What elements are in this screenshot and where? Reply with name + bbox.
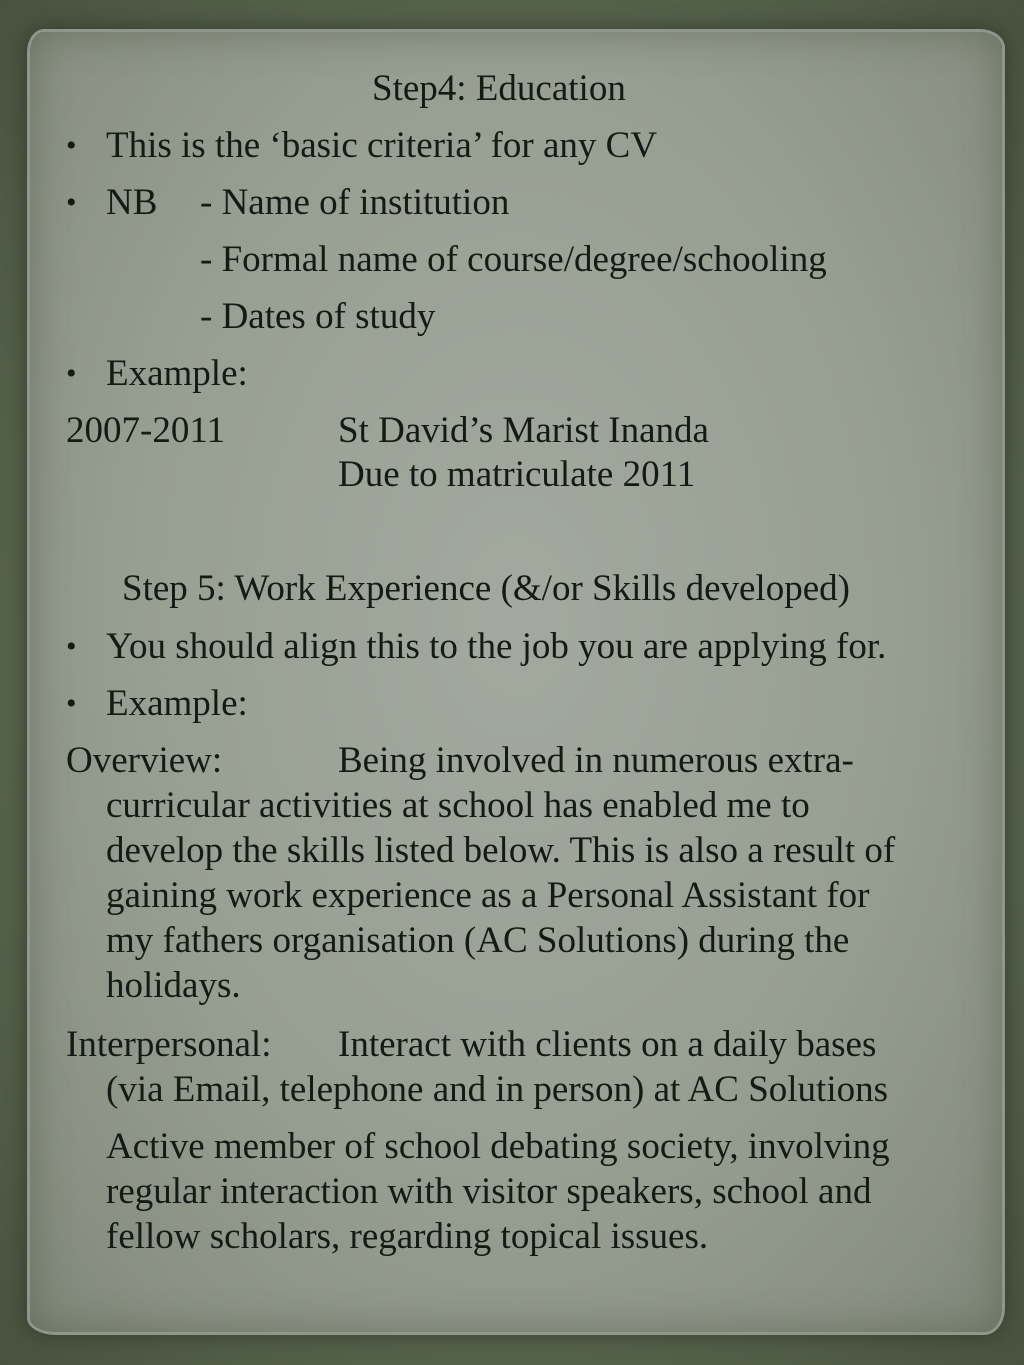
debating-text-line: fellow scholars, regarding topical issues. [106, 1216, 709, 1257]
example-label: Example: [106, 683, 248, 724]
overview-text-line: holidays. [106, 965, 241, 1006]
example-label: Example: [106, 353, 248, 394]
nb-item: - Dates of study [200, 296, 436, 337]
overview-text-line: curricular activities at school has enabled me to [106, 785, 810, 826]
bullet-icon: • [66, 630, 77, 663]
debating-text-line: regular interaction with visitor speakers, school and [106, 1171, 872, 1212]
bullet-icon: • [66, 687, 77, 720]
example-years: 2007-2011 [66, 410, 225, 451]
example-note: Due to matriculate 2011 [338, 454, 696, 495]
nb-label: NB [106, 182, 158, 223]
interpersonal-text-line: (via Email, telephone and in person) at AC Solutions [106, 1069, 889, 1110]
bullet-icon: • [66, 186, 77, 219]
step4-heading: Step4: Education [372, 68, 626, 109]
interpersonal-label: Interpersonal: [66, 1024, 272, 1065]
bullet-icon: • [66, 357, 77, 390]
debating-text-line: Active member of school debating society, involving [106, 1126, 890, 1167]
overview-text-line: gaining work experience as a Personal Assistant for [106, 875, 870, 916]
align-note: You should align this to the job you are applying for. [106, 626, 887, 667]
nb-item: - Formal name of course/degree/schooling [200, 239, 827, 280]
nb-item: - Name of institution [200, 182, 510, 223]
overview-text-line: develop the skills listed below. This is also a result of [106, 830, 896, 871]
overview-label: Overview: [66, 740, 223, 781]
bullet-icon: • [66, 129, 77, 162]
example-school: St David’s Marist Inanda [338, 410, 709, 451]
overview-text-line: my fathers organisation (AC Solutions) during the [106, 920, 850, 961]
step5-heading: Step 5: Work Experience (&/or Skills developed) [122, 568, 850, 609]
criteria-text: This is the ‘basic criteria’ for any CV [106, 125, 658, 166]
overview-text-line: Being involved in numerous extra- [338, 740, 854, 781]
interpersonal-text-line: Interact with clients on a daily bases [338, 1024, 877, 1065]
